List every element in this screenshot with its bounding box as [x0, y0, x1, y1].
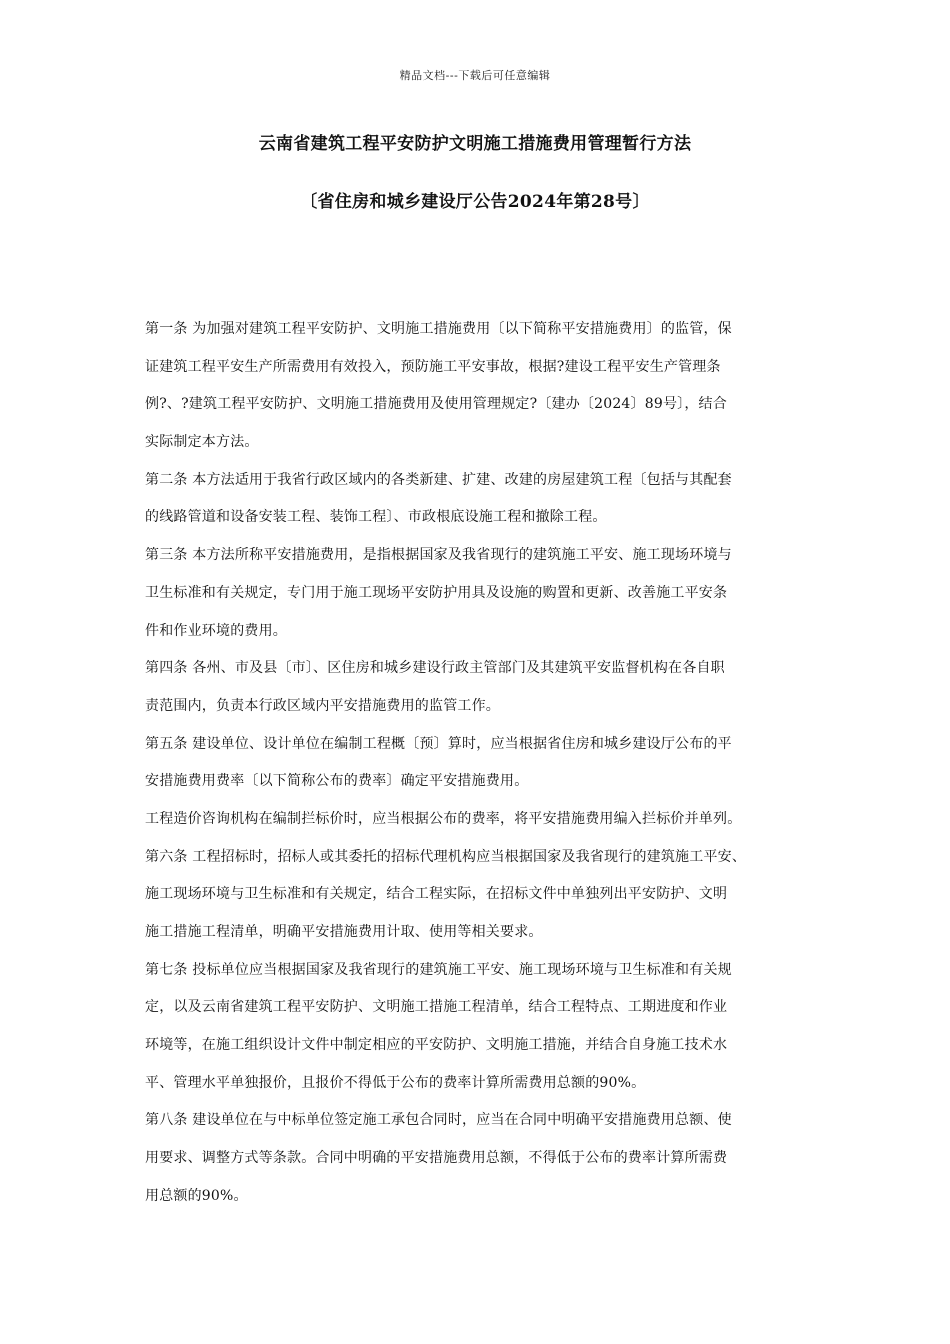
text-line: 第七条 投标单位应当根据国家及我省现行的建筑施工平安、施工现场环境与卫生标准和有关规 [145, 961, 732, 978]
text-line: 第三条 本方法所称平安措施费用，是指根据国家及我省现行的建筑施工平安、施工现场环境与 [145, 547, 732, 564]
text-line: 施工措施工程清单，明确平安措施费用计取、使用等相关要求。 [145, 924, 543, 940]
text-line: 证建筑工程平安生产所需费用有效投入，预防施工平安事故，根据?建设工程平安生产管理条 [145, 358, 721, 375]
text-line: 第八条 建设单位在与中标单位签定施工承包合同时，应当在合同中明确平安措施费用总额、使 [145, 1112, 732, 1129]
text-line: 定，以及云南省建筑工程平安防护、文明施工措施工程清单，结合工程特点、工期进度和作业 [145, 999, 728, 1016]
text-line: 第二条 本方法适用于我省行政区域内的各类新建、扩建、改建的房屋建筑工程〔包括与其配套 [145, 471, 732, 488]
text-line: 的线路管道和设备安装工程、装饰工程〕、市政根底设施工程和撤除工程。 [145, 509, 607, 526]
document-title: 云南省建筑工程平安防护文明施工措施费用管理暂行方法 [258, 134, 692, 154]
text-line: 责范围内，负责本行政区域内平安措施费用的监管工作。 [145, 697, 500, 714]
text-line: 用总额的90%。 [145, 1187, 248, 1204]
text-line: 平、管理水平单独报价，且报价不得低于公布的费率计算所需费用总额的90%。 [145, 1074, 646, 1091]
text-line: 工程造价咨询机构在编制拦标价时，应当根据公布的费率，将平安措施费用编入拦标价并单列。 [145, 810, 742, 827]
text-line: 用要求、调整方式等条款。合同中明确的平安措施费用总额，不得低于公布的费率计算所需费 [145, 1150, 728, 1167]
text-line: 安措施费用费率〔以下简称公布的费率〕确定平安措施费用。 [145, 773, 529, 790]
text-line: 第四条 各州、市及县〔市〕、区住房和城乡建设行政主管部门及其建筑平安监督机构在各自职 [145, 660, 725, 677]
document-subtitle: 〔省住房和城乡建设厅公告2024年第28号〕 [300, 192, 650, 212]
text-line: 卫生标准和有关规定，专门用于施工现场平安防护用具及设施的购置和更新、改善施工平安条 [145, 584, 728, 601]
text-line: 第五条 建设单位、设计单位在编制工程概〔预〕算时，应当根据省住房和城乡建设厅公布的平 [145, 735, 732, 752]
text-line: 第六条 工程招标时，招标人或其委托的招标代理机构应当根据国家及我省现行的建筑施工平安、 [145, 848, 747, 865]
text-line: 例?、?建筑工程平安防护、文明施工措施费用及使用管理规定?〔建办〔2024〕89号〕，结合 [145, 396, 727, 413]
text-line: 第一条 为加强对建筑工程平安防护、文明施工措施费用〔以下简称平安措施费用〕的监管，保 [145, 321, 732, 337]
page-header: 精品文档---下载后可任意编辑 [399, 69, 551, 82]
text-line: 件和作业环境的费用。 [145, 622, 287, 639]
text-line: 施工现场环境与卫生标准和有关规定，结合工程实际，在招标文件中单独列出平安防护、文明 [145, 886, 728, 903]
document-body [145, 318, 825, 1223]
text-line: 环境等，在施工组织设计文件中制定相应的平安防护、文明施工措施，并结合自身施工技术水 [145, 1037, 728, 1054]
text-line: 实际制定本方法。 [145, 434, 259, 451]
